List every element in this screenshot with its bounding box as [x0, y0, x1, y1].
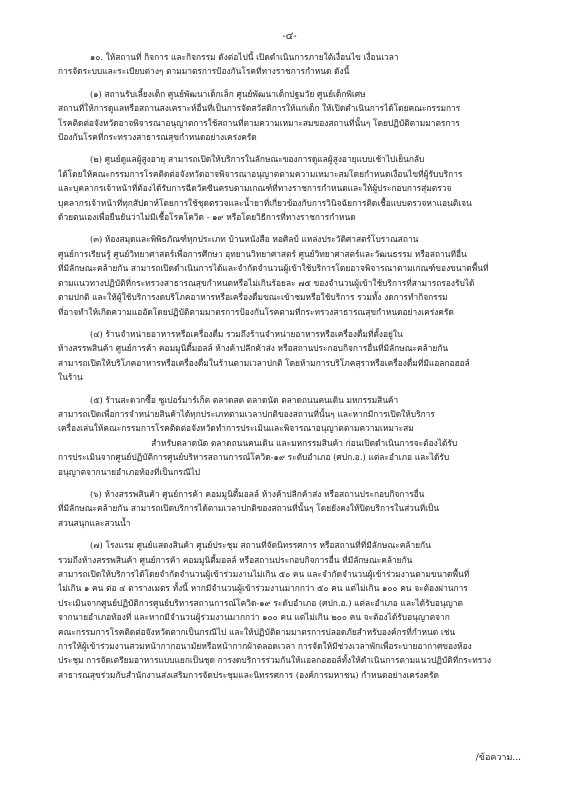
text-line: ตามปกติ และให้ผู้ใช้บริการงดบริโภคอาหารหรือเครื่องดื่มขณะเข้าชมหรือใช้บริการ รวมทั้ง งดการทำกิจกรรม — [58, 292, 448, 303]
paragraph-gap — [58, 319, 521, 327]
text-line: ๑๐. ให้สถานที่ กิจการ และกิจกรรม ดังต่อไปนี้ เปิดดำเนินการภายใต้เงื่อนไข เงื่อนเวลา — [58, 52, 399, 62]
paragraph-gap — [58, 385, 521, 393]
text-line: สามารถเปิดเพื่อการจำหน่ายสินค้าได้ทุกประเภทตามเวลาปกติของสถานที่นั้นๆ และหากมีการเปิดให้บริการ — [58, 408, 435, 419]
text-line: ห้างสรรพสินค้า ศูนย์การค้า คอมมูนิตี้มอลล์ ห้างค้าปลีกค้าส่ง หรือสถานประกอบกิจการอื่นที่มีลักษณะคล้ายกัน — [58, 343, 449, 354]
paragraph-p10-5 — [58, 393, 521, 479]
text-line: อนุญาตจากนายอำเภอท้องที่เป็นกรณีไป — [58, 466, 201, 477]
text-line: การประเมินจากศูนย์ปฏิบัติการศูนย์บริหารสถานการณ์โควิด-๑๙ ระดับอำเภอ (ศปก.อ.) แต่ละอำเภอ และได้รับ — [58, 452, 450, 463]
text-line: ที่อาจทำให้เกิดความแออัดโดยปฏิบัติตามมาตรการป้องกันโรคตามที่กระทรวงสาธารณสุขกำหนดอย่างเคร่งครัด — [58, 306, 454, 317]
text-line: การให้ผู้เข้าร่วมงานสวมหน้ากากอนามัยหรือหน้ากากผ้าตลอดเวลา การจัดให้มีช่วงเวลาพักเพื่อระบายอากาศของห้อง — [58, 641, 472, 652]
text-line: คณะกรรมการโรคติดต่อจังหวัดตากเป็นกรณีไป และให้ปฏิบัติตามมาตรการปลอดภัยสำหรับองค์กรที่กำหนด เช่น — [58, 626, 456, 637]
text-line: การจัดระบบและระเบียบต่างๆ ตามมาตรการป้องกันโรคที่ทางราชการกำหนด ดังนี้ — [58, 66, 350, 77]
paragraph-p10-4 — [58, 327, 521, 385]
paragraph-p10-3 — [58, 232, 521, 318]
text-line: (๓) ห้องสมุดและพิพิธภัณฑ์ทุกประเภท บ้านหนังสือ หอศิลป์ แหล่งประวัติศาสตร์โบราณสถาน — [58, 234, 419, 245]
text-line: ที่มีลักษณะคล้ายกัน สามารถเปิดดำเนินการได้และจำกัดจำนวนผู้เข้าใช้บริการโดยอาจพิจารณาตามเกณฑ์ของขนาดพื้นที่ — [58, 263, 489, 274]
text-line: โรคติดต่อจังหวัดอาจพิจารณาอนุญาตการใช้สถานที่ตามความเหมาะสมของสถานที่นั้นๆ โดยปฏิบัติตามมาตรการ — [58, 117, 460, 128]
paragraph-p10 — [58, 50, 521, 79]
paragraph-p10-1 — [58, 87, 521, 145]
text-line: ประชุม การจัดเตรียมอาหารแบบแยกเป็นชุด การงดบริการร่วมกันให้แอลกอฮอล์ทั้งให้ดำเนินการตามแนวปฏิบัติที่กระทรวง — [58, 655, 492, 666]
text-line: ป้องกันโรคที่กระทรวงสาธารณสุขกำหนดอย่างเคร่งครัด — [58, 132, 257, 143]
paragraph-gap — [58, 479, 521, 487]
text-line: (๔) ร้านจำหน่ายอาหารหรือเครื่องดื่ม รวมถึงร้านจำหน่ายอาหารหรือเครื่องดื่มที่ตั้งอยู่ใน — [58, 328, 403, 339]
text-line: (๒) ศูนย์ดูแลผู้สูงอายุ สามารถเปิดให้บริการในลักษณะของการดูแลผู้สูงอายุแบบเช้าไปเย็นกลับ — [58, 154, 425, 165]
paragraph-p10-7 — [58, 538, 521, 682]
text-line: เครื่องเล่นให้คณะกรรมการโรคติดต่อจังหวัดทำการประเมินและพิจารณาอนุญาตตามความเหมาะสม — [58, 423, 414, 434]
paragraph-gap — [58, 144, 521, 152]
text-line: ไม่เกิน ๑ คน ต่อ ๔ ตารางเมตร ทั้งนี้ หากมีจำนวนผู้เข้าร่วมงานมากกว่า ๕๐ คน แต่ไม่เกิน ๑๐๐ คน จะต้องผ่านการ — [58, 583, 468, 594]
text-line: ศูนย์การเรียนรู้ ศูนย์วิทยาศาสตร์เพื่อการศึกษา อุทยานวิทยาศาสตร์ ศูนย์วิทยาศาสตร์และวัฒนธรรม หรือสถานที่อื่น — [58, 248, 467, 259]
text-line: ประเมินจากศูนย์ปฏิบัติการศูนย์บริหารสถานการณ์โควิด-๑๙ ระดับอำเภอ (ศปก.อ.) แต่ละอำเภอ และได้รับอนุญาต — [58, 597, 463, 608]
text-line: (๖) ห้างสรรพสินค้า ศูนย์การค้า คอมมูนิตี้มอลล์ ห้างค้าปลีกค้าส่ง หรือสถานประกอบกิจการอื่น — [58, 488, 425, 499]
text-line: ที่มีลักษณะคล้ายกัน สามารถเปิดบริการได้ตามเวลาปกติของสถานที่นั้นๆ โดยยังคงให้ปิดบริการในส่วนที่เป็น — [58, 503, 440, 514]
text-line: ในร้าน — [58, 372, 83, 383]
text-line: ด้วยตนเองเพื่อยืนยันว่าไม่มีเชื้อโรคโควิด - ๑๙ หรือโดยวิธีการที่ทางราชการกำหนด — [58, 212, 356, 223]
text-line: สาธารณสุขร่วมกับสำนักงานส่งเสริมการจัดประชุมและนิทรรศการ (องค์การมหาชน) กำหนดอย่างเคร่งครัด — [58, 669, 439, 680]
text-line: และบุคลากรเจ้าหน้าที่ต้องได้รับการฉีดวัคซีนครบตามเกณฑ์ที่ทางราชการกำหนดและให้ผู้ประกอบการสุ่มตรวจ — [58, 183, 452, 194]
text-line: ได้โดยให้คณะกรรมการโรคติดต่อจังหวัดอาจพิจารณาอนุญาตตามความเหมาะสมโดยกำหนดเงื่อนไขที่ผู้รับบริการ — [58, 168, 463, 179]
text-line: สำหรับตลาดนัด ตลาดถนนคนเดิน และมหกรรมสินค้า ก่อนเปิดดำเนินการจะต้องได้รับ — [58, 437, 458, 448]
text-line: (๑) สถานรับเลี้ยงเด็ก ศูนย์พัฒนาเด็กเล็ก ศูนย์พัฒนาเด็กปฐมวัย ศูนย์เด็กพิเศษ — [58, 88, 366, 99]
paragraph-gap — [58, 530, 521, 538]
paragraph-gap — [58, 224, 521, 232]
text-line: สามารถเปิดให้บริการได้โดยจำกัดจำนวนผู้เข้าร่วมงานไม่เกิน ๕๐ คน และจำกัดจำนวนผู้เข้าร่วมงานตามขนาดพื้นที่ — [58, 569, 470, 579]
text-line: ตามแนวทางปฏิบัติที่กระทรวงสาธารณสุขกำหนดหรือไม่เกินร้อยละ ๗๕ ของจำนวนผู้เข้าใช้บริการที่สามารถรองรับได้ — [58, 277, 475, 288]
document-body — [58, 50, 521, 682]
text-line: รวมถึงห้างสรรพสินค้า ศูนย์การค้า คอมมูนิตี้มอลล์ หรือสถานประกอบกิจการอื่น ที่มีลักษณะคล้ายกัน — [58, 554, 413, 565]
text-line: สามารถเปิดให้บริโภคอาหารหรือเครื่องดื่มในร้านตามเวลาปกติ โดยห้ามการบริโภคสุราหรือเครื่องดื่มที่มีแอลกอฮอล์ — [58, 357, 470, 368]
paragraph-gap — [58, 79, 521, 87]
text-line: (๕) ร้านสะดวกซื้อ ซูเปอร์มาร์เก็ต ตลาดสด ตลาดนัด ตลาดถนนคนเดิน มหกรรมสินค้า — [58, 394, 399, 405]
text-line: จากนายอำเภอท้องที่ และหากมีจำนวนผู้ร่วมงานมากกว่า ๑๐๐ คน แต่ไม่เกิน ๒๐๐ คน จะต้องได้รับอนุญาตจาก — [58, 612, 450, 623]
text-line: บุคลากรเจ้าหน้าที่ทุกสัปดาห์โดยการใช้ชุดตรวจและน้ำยาที่เกี่ยวข้องกับการวินิจฉัยการติดเชื้อแบบตรวจหาแอนติเจน — [58, 197, 472, 208]
paragraph-p10-6 — [58, 487, 521, 530]
text-line: สวนสนุกและสวนน้ำ — [58, 517, 131, 528]
text-line: สถานที่ให้การดูแลหรือสถานสงเคราะห์อื่นที่เป็นการจัดสวัสดิการให้แก่เด็ก ให้เปิดดำเนินการได้โดยคณะกรรมการ — [58, 103, 461, 114]
text-line: (๗) โรงแรม ศูนย์แสดงสินค้า ศูนย์ประชุม สถานที่จัดนิทรรศการ หรือสถานที่ที่มีลักษณะคล้ายกัน — [58, 540, 431, 551]
paragraph-p10-2 — [58, 152, 521, 224]
continuation-marker: /ข้อความ... — [475, 753, 521, 763]
page-number: -๔- — [282, 31, 297, 42]
